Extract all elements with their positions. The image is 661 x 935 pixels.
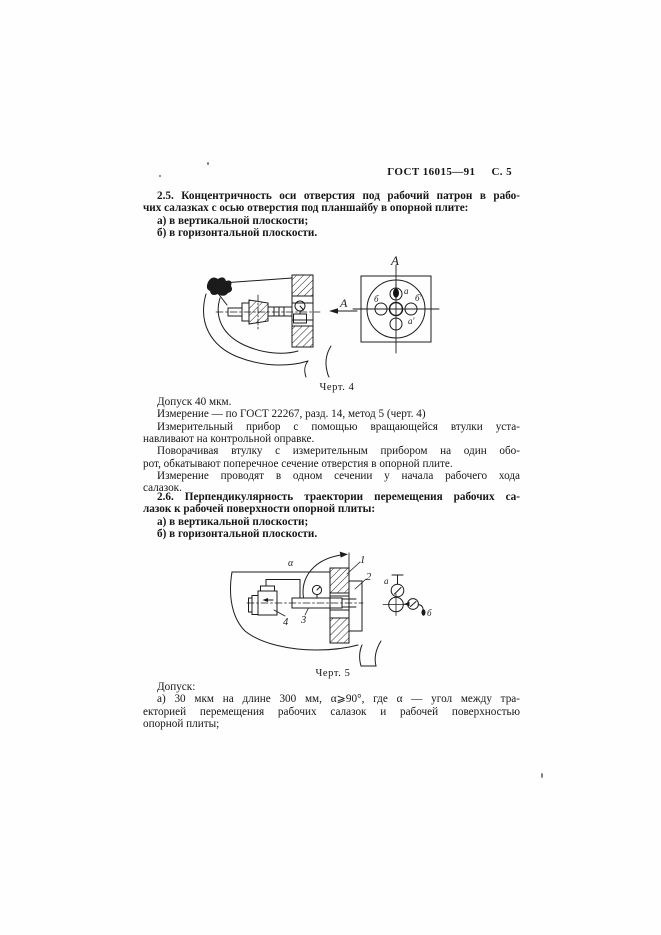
clause-2-6-item-a: а) в вертикальной плоскости; xyxy=(157,515,309,528)
fig5-indicator-schematic xyxy=(383,575,426,616)
meas-p1-line2: навливают на контрольной оправке. xyxy=(143,433,315,446)
tolerance-2-6-line2: екторией перемещения рабочих салазок и рабочей поверхностью xyxy=(143,705,520,718)
fig5-part-3: 3 xyxy=(301,615,307,626)
fig5-indicator-label-b: б xyxy=(427,608,432,618)
fig4-arrow-label: А xyxy=(340,296,348,310)
fig5-part-2: 2 xyxy=(366,572,372,583)
meas-p3-line1: Измерение проводят в одном сечении у начала рабочего хода xyxy=(157,470,520,483)
clause-2-6 xyxy=(143,491,520,540)
tolerance-2-5: Допуск 40 мкм. xyxy=(157,396,232,408)
scan-speck xyxy=(159,175,161,177)
clause-2-5-item-b: б) в горизонтальной плоскости. xyxy=(157,227,318,240)
fig5-part-4: 4 xyxy=(283,617,289,628)
fig4-view-a xyxy=(353,265,439,353)
fig4-mandrel-assembly xyxy=(216,295,320,329)
clause-2-5 xyxy=(143,190,520,239)
clause-2-5-line2: чих салазках с осью отверстия под планшайбу в опорной плите: xyxy=(143,202,469,215)
tolerance-2-6-line3: опорной плиты; xyxy=(143,718,220,731)
document-number: ГОСТ 16015—91 xyxy=(387,166,476,178)
meas-p3-line2: салазок. xyxy=(143,482,182,495)
scan-speck xyxy=(541,773,543,778)
measurement-2-5 xyxy=(143,396,520,495)
fig4-label-a-prime: а' xyxy=(408,316,415,326)
fig5-part-1: 1 xyxy=(360,555,366,566)
figure-5-caption: Черт. 5 xyxy=(315,668,351,679)
meas-p2-line2: рот, обкатывают поперечное сечение отверстия в опорной плите. xyxy=(143,457,453,470)
clause-2-6-line1: 2.6. Перпендикулярность траектории перемещения рабочих са- xyxy=(157,491,520,503)
scan-speck xyxy=(207,162,209,165)
clause-2-6-item-b: б) в горизонтальной плоскости. xyxy=(157,528,318,541)
fig5-dial-indicator-icon xyxy=(312,585,321,598)
clause-2-5-item-a: а) в вертикальной плоскости; xyxy=(157,214,309,227)
fig5-angle-label: α xyxy=(288,558,294,569)
clause-2-6-line2: лазок к рабочей поверхности опорной плиты: xyxy=(143,503,376,516)
fig5-indicator-label-a: а xyxy=(384,576,389,586)
page-header xyxy=(387,166,512,178)
tolerance-2-6-line1: а) 30 мкм на длине 300 мм, α⩾90°, где α — угол между тра- xyxy=(157,693,520,706)
meas-p1-line1: Измерительный прибор с помощью вращающейся втулки уста- xyxy=(157,420,520,433)
fig4-label-b-prime: б' xyxy=(415,293,422,303)
page-number: С. 5 xyxy=(491,166,512,178)
fig4-label-a: а xyxy=(404,286,409,296)
reference-gost-22267: Измерение — по ГОСТ 22267, разд. 14, метод 5 (черт. 4) xyxy=(157,408,426,421)
meas-p2-line1: Поворачивая втулку с измерительным прибором на один обо- xyxy=(157,445,520,458)
figure-5-drawing xyxy=(205,548,470,670)
fig4-view-label: А xyxy=(391,253,399,268)
tolerance-2-6-intro: Допуск: xyxy=(157,681,196,693)
figure-4-caption: Черт. 4 xyxy=(319,382,355,393)
fig4-label-b: б xyxy=(374,294,379,304)
figure-4-drawing xyxy=(180,250,480,378)
fig4-support-plate xyxy=(292,275,313,347)
tolerance-2-6 xyxy=(143,681,520,730)
clause-2-5-line1: 2.5. Концентричность оси отверстия под рабочий патрон в рабо- xyxy=(157,190,520,202)
